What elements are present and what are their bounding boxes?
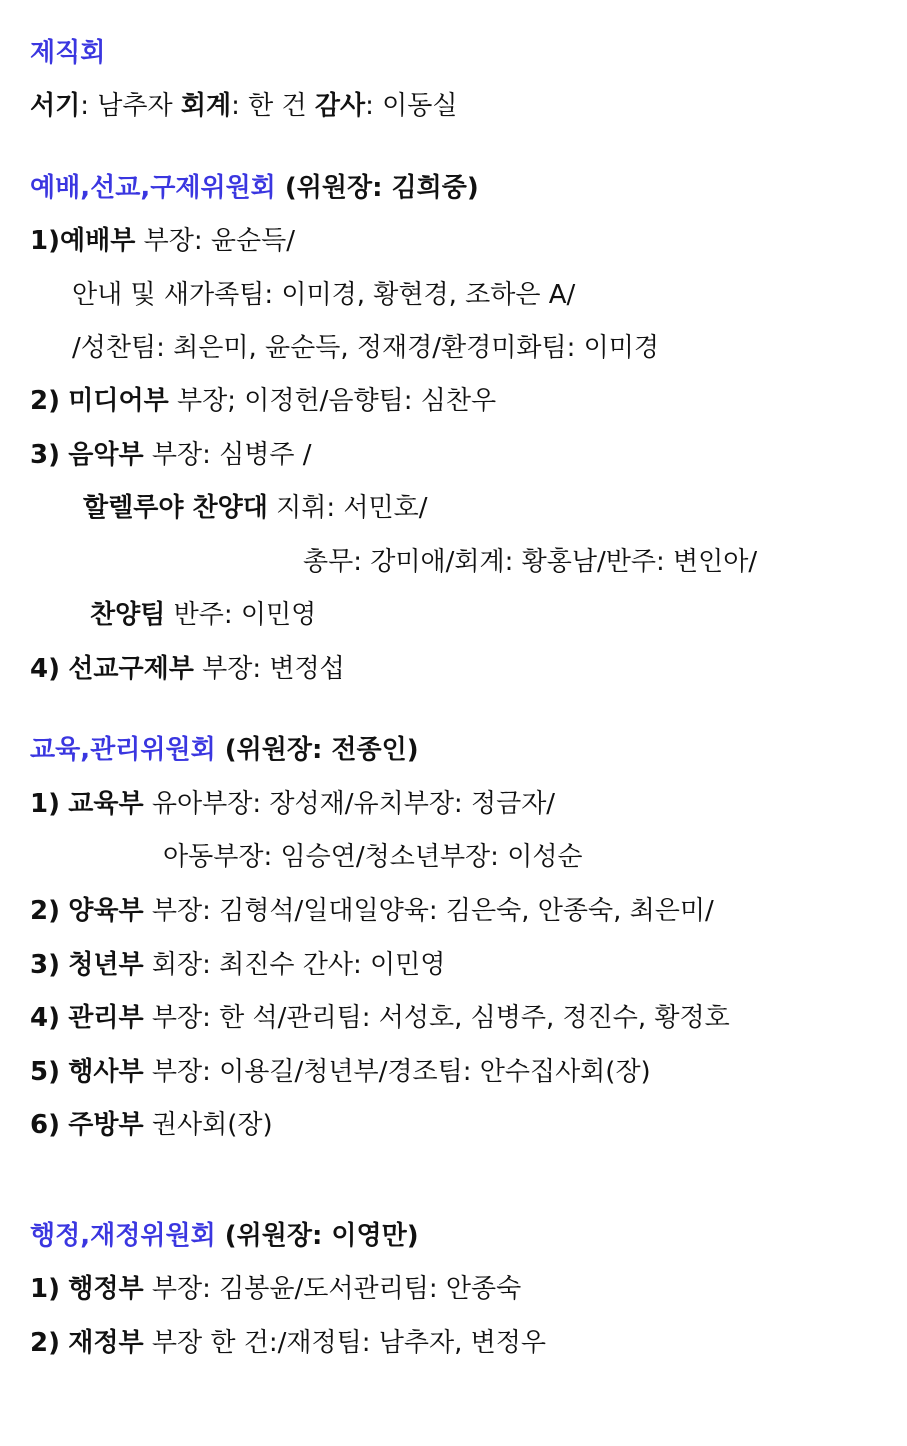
admin-num: 1) xyxy=(30,1274,60,1304)
finance-num: 2) xyxy=(30,1328,60,1358)
praise-team-label: 찬양팀 xyxy=(90,600,166,630)
usher-team-line: 안내 및 새가족팀: 이미경, 황현경, 조하은 A/ xyxy=(72,280,576,310)
youth-dept-line xyxy=(30,948,445,982)
hallelujah-choir-label: 할렐루야 찬양대 xyxy=(83,493,268,523)
secretary-label: 서기 xyxy=(30,91,81,121)
worship-dept-line xyxy=(30,224,295,258)
worship-dept-label: 1)예배부 xyxy=(30,226,136,256)
music-dept-label: 음악부 xyxy=(68,440,144,470)
section-heading-admin-committee xyxy=(30,1219,419,1253)
nurture-num: 2) xyxy=(30,896,60,926)
education-dept-value: 유아부장: 장성재/유치부장: 정금자/ xyxy=(143,789,556,819)
kitchen-num: 6) xyxy=(30,1110,60,1140)
nurture-dept-label: 양육부 xyxy=(68,896,144,926)
music-dept-line xyxy=(30,438,312,472)
mission-num: 4) xyxy=(30,654,60,684)
education-dept-line xyxy=(30,787,555,821)
praise-team-value: 반주: 이민영 xyxy=(165,600,317,630)
accounting-label: 회계 xyxy=(180,91,232,121)
section-title-education: 교육,관리위원회 xyxy=(30,735,216,765)
kitchen-dept-line xyxy=(30,1108,273,1142)
youth-dept-value: 회장: 최진수 간사: 이민영 xyxy=(143,950,446,980)
section-title-admin: 행정,재정위원회 xyxy=(30,1221,216,1251)
media-dept-value: 부장; 이정헌/음향팀: 심찬우 xyxy=(168,386,497,416)
officers-line xyxy=(30,89,458,123)
communion-team-line: /성찬팀: 최은미, 윤순득, 정재경/환경미화팀: 이미경 xyxy=(72,333,659,363)
committee-chair: (위원장: 이영만) xyxy=(215,1221,419,1251)
music-dept-value: 부장: 심병주 / xyxy=(143,440,312,470)
hallelujah-choir-value: 지휘: 서민호/ xyxy=(267,493,428,523)
music-num: 3) xyxy=(30,440,60,470)
admin-dept-value: 부장: 김봉윤/도서관리팀: 안종숙 xyxy=(143,1274,522,1304)
nurture-dept-value: 부장: 김형석/일대일양육: 김은숙, 안종숙, 최은미/ xyxy=(143,896,714,926)
mission-dept-line xyxy=(30,652,345,686)
media-dept-line xyxy=(30,384,496,418)
management-dept-value: 부장: 한 석/관리팀: 서성호, 심병주, 정진수, 황정호 xyxy=(143,1003,730,1033)
education-dept-value-cont: 아동부장: 임승연/청소년부장: 이성순 xyxy=(163,842,583,872)
accounting-value: : 한 건 xyxy=(231,91,315,121)
finance-dept-value: 부장 한 건:/재정팀: 남추자, 변정우 xyxy=(143,1328,546,1358)
admin-dept-label: 행정부 xyxy=(68,1274,144,1304)
worship-dept-value: 부장: 윤순득/ xyxy=(135,226,295,256)
media-dept-label: 미디어부 xyxy=(68,386,169,416)
audit-value: : 이동실 xyxy=(365,91,458,121)
section-heading-education-committee xyxy=(30,733,419,767)
admin-dept-line xyxy=(30,1272,521,1306)
kitchen-dept-value: 권사회(장) xyxy=(143,1110,273,1140)
management-dept-line xyxy=(30,1001,730,1035)
edu-num: 1) xyxy=(30,789,60,819)
committee-chair: (위원장: 전종인) xyxy=(215,735,419,765)
event-num: 5) xyxy=(30,1057,60,1087)
mission-dept-value: 부장: 변정섭 xyxy=(193,654,345,684)
event-dept-value: 부장: 이용길/청년부/경조팀: 안수집사회(장) xyxy=(143,1057,651,1087)
event-dept-line xyxy=(30,1055,651,1089)
section-title-jejikhoe: 제직회 xyxy=(30,38,106,68)
mgmt-num: 4) xyxy=(30,1003,60,1033)
praise-team-line xyxy=(90,598,316,632)
mission-dept-label: 선교구제부 xyxy=(68,654,194,684)
youth-dept-label: 청년부 xyxy=(68,950,144,980)
education-dept-label: 교육부 xyxy=(68,789,144,819)
youth-num: 3) xyxy=(30,950,60,980)
hallelujah-choir-line xyxy=(83,491,428,525)
kitchen-dept-label: 주방부 xyxy=(68,1110,144,1140)
finance-dept-label: 재정부 xyxy=(68,1328,144,1358)
event-dept-label: 행사부 xyxy=(68,1057,144,1087)
committee-chair: (위원장: 김희중) xyxy=(275,173,479,203)
hallelujah-choir-staff: 총무: 강미애/회계: 황홍남/반주: 변인아/ xyxy=(303,547,758,577)
secretary-value: : 남추자 xyxy=(80,91,181,121)
section-title-worship: 예배,선교,구제위원회 xyxy=(30,173,276,203)
section-heading-worship-committee xyxy=(30,171,479,205)
management-dept-label: 관리부 xyxy=(68,1003,144,1033)
finance-dept-line xyxy=(30,1326,546,1360)
media-num: 2) xyxy=(30,386,60,416)
audit-label: 감사 xyxy=(314,91,366,121)
nurture-dept-line xyxy=(30,894,714,928)
